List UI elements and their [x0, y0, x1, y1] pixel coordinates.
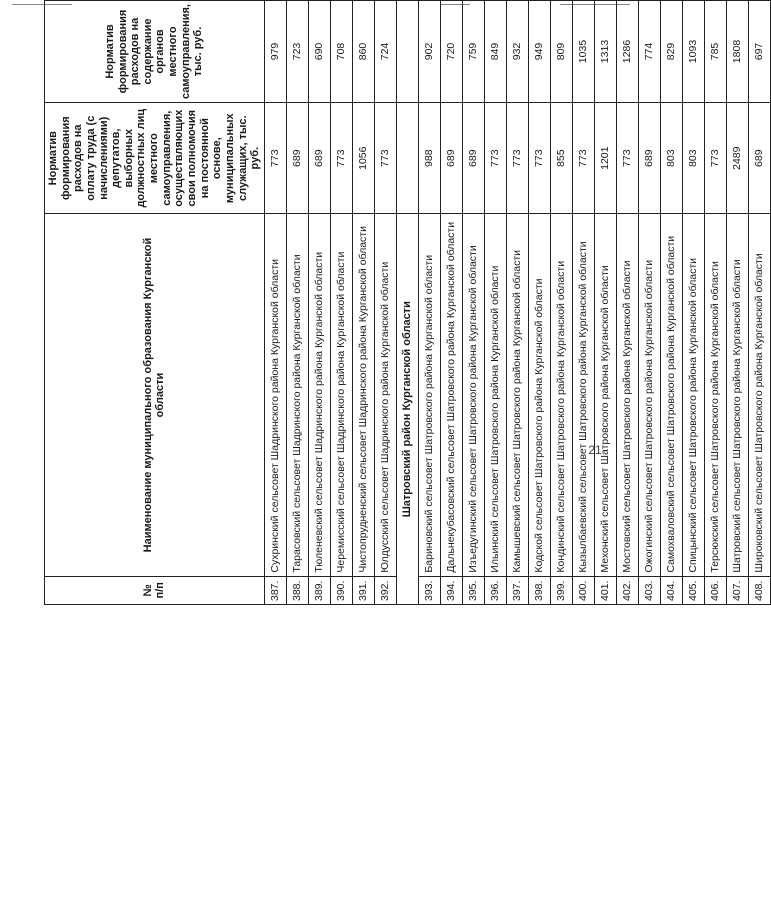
maintenance-norm-value: 949: [528, 1, 550, 103]
labor-norm-value: 773: [374, 103, 396, 214]
table-header-row: [45, 1, 265, 605]
row-number: 395.: [462, 576, 484, 604]
table-row: [330, 1, 352, 605]
row-number: 403.: [638, 576, 660, 604]
municipality-name: Мостовский сельсовет Шатровского района Курганской области: [616, 214, 638, 576]
labor-norm-value: 689: [286, 103, 308, 214]
municipality-name: Широковский сельсовет Шатровского района Курганской области: [748, 214, 770, 576]
labor-norm-value: 803: [682, 103, 704, 214]
table-row: [352, 1, 374, 605]
row-number: 399.: [550, 576, 572, 604]
maintenance-norm-value: 1035: [572, 1, 594, 103]
maintenance-norm-value: 860: [352, 1, 374, 103]
labor-norm-value: 773: [528, 103, 550, 214]
labor-norm-value: 1201: [594, 103, 616, 214]
row-number: 401.: [594, 576, 616, 604]
row-number: 393.: [418, 576, 440, 604]
table-row: [594, 1, 616, 605]
row-number: 387.: [264, 576, 286, 604]
row-number: 396.: [484, 576, 506, 604]
municipality-name: Терсюкский сельсовет Шатровского района Курганской области: [704, 214, 726, 576]
row-number: 407.: [726, 576, 748, 604]
labor-norm-value: 803: [660, 103, 682, 214]
maintenance-norm-value: 932: [506, 1, 528, 103]
maintenance-norm-value: 774: [638, 1, 660, 103]
municipality-name: Шатровский сельсовет Шатровского района Курганской области: [726, 214, 748, 576]
maintenance-norm-value: 1093: [682, 1, 704, 103]
table-row: [748, 1, 770, 605]
table-row: [374, 1, 396, 605]
table-row: [704, 1, 726, 605]
maintenance-norm-value: 785: [704, 1, 726, 103]
table-row: [550, 1, 572, 605]
maintenance-norm-value: 690: [308, 1, 330, 103]
labor-norm-value: 689: [638, 103, 660, 214]
table-row: [440, 1, 462, 605]
maintenance-norm-value: 759: [462, 1, 484, 103]
table-row: [616, 1, 638, 605]
municipality-name: Самохваловский сельсовет Шатровского района Курганской области: [660, 214, 682, 576]
maintenance-norm-value: 849: [484, 1, 506, 103]
municipality-name: Сухринский сельсовет Шадринского района Курганской области: [264, 214, 286, 576]
row-number: 388.: [286, 576, 308, 604]
row-number: 394.: [440, 576, 462, 604]
labor-norm-value: 689: [308, 103, 330, 214]
row-number: 400.: [572, 576, 594, 604]
labor-norm-value: 689: [440, 103, 462, 214]
municipality-name: Изъедугинский сельсовет Шатровского района Курганской области: [462, 214, 484, 576]
maintenance-norm-value: 809: [550, 1, 572, 103]
labor-norm-value: 689: [748, 103, 770, 214]
row-number: 392.: [374, 576, 396, 604]
table-row: [286, 1, 308, 605]
empty-cell: [396, 103, 418, 214]
maintenance-norm-value: 829: [660, 1, 682, 103]
col-header-num: № п/п: [45, 576, 265, 604]
labor-norm-value: 773: [264, 103, 286, 214]
labor-norm-value: 2489: [726, 103, 748, 214]
row-number: 404.: [660, 576, 682, 604]
table-row: [418, 1, 440, 605]
row-number: 397.: [506, 576, 528, 604]
table-row: [264, 1, 286, 605]
maintenance-norm-value: 723: [286, 1, 308, 103]
table-row: [528, 1, 550, 605]
maintenance-norm-value: 902: [418, 1, 440, 103]
row-number: 406.: [704, 576, 726, 604]
norms-table: [44, 0, 771, 605]
row-number: 402.: [616, 576, 638, 604]
municipality-name: Камышевский сельсовет Шатровского района Курганской области: [506, 214, 528, 576]
col-header-name: Наименование муниципального образования Курганской области: [45, 214, 265, 576]
municipality-name: Кызылбаевский сельсовет Шатровского района Курганской области: [572, 214, 594, 576]
row-number: 408.: [748, 576, 770, 604]
labor-norm-value: 773: [506, 103, 528, 214]
municipality-name: Бариновский сельсовет Шатровского района Курганской области: [418, 214, 440, 576]
table-row: [308, 1, 330, 605]
municipality-name: Дальнекубасовский сельсовет Шатровского района Курганской области: [440, 214, 462, 576]
labor-norm-value: 689: [462, 103, 484, 214]
maintenance-norm-value: 1808: [726, 1, 748, 103]
labor-norm-value: 855: [550, 103, 572, 214]
table-row: [462, 1, 484, 605]
table-row: [572, 1, 594, 605]
maintenance-norm-value: 979: [264, 1, 286, 103]
labor-norm-value: 773: [330, 103, 352, 214]
maintenance-norm-value: 720: [440, 1, 462, 103]
municipality-name: Тарасовский сельсовет Шадринского района Курганской области: [286, 214, 308, 576]
municipality-name: Мехонский сельсовет Шатровского района Курганской области: [594, 214, 616, 576]
table-row: [660, 1, 682, 605]
table-row: [484, 1, 506, 605]
empty-cell: [396, 1, 418, 103]
labor-norm-value: 773: [616, 103, 638, 214]
labor-norm-value: 773: [704, 103, 726, 214]
maintenance-norm-value: 1286: [616, 1, 638, 103]
row-number: 390.: [330, 576, 352, 604]
municipality-name: Черемисский сельсовет Шадринского района Курганской области: [330, 214, 352, 576]
table-row: [682, 1, 704, 605]
municipality-name: Ожогинский сельсовет Шатровского района Курганской области: [638, 214, 660, 576]
row-number: 391.: [352, 576, 374, 604]
col-header-norm-maintenance: Норматив формирования расходов на содержание органов местного самоуправления, тыс. руб.: [45, 1, 265, 103]
row-number: 405.: [682, 576, 704, 604]
labor-norm-value: 988: [418, 103, 440, 214]
col-header-norm-labor: Норматив формирования расходов на оплату труда (с начислениями) депутатов, выборных должностных лиц местного самоуправления, осуществляющих свои полномочия на постоянной основе, муниципальных служащих, тыс. руб.: [45, 103, 265, 214]
municipality-name: Кодской сельсовет Шатровского района Курганской области: [528, 214, 550, 576]
page-number: 21: [588, 443, 602, 457]
maintenance-norm-value: 724: [374, 1, 396, 103]
municipality-name: Кондинский сельсовет Шатровского района Курганской области: [550, 214, 572, 576]
municipality-name: Юлдусский сельсовет Шадринского района Курганской области: [374, 214, 396, 576]
table-section-row: [396, 1, 418, 605]
labor-norm-value: 773: [484, 103, 506, 214]
table-row: [726, 1, 748, 605]
table-row: [506, 1, 528, 605]
municipality-name: Ильинский сельсовет Шатровского района Курганской области: [484, 214, 506, 576]
row-number: 398.: [528, 576, 550, 604]
labor-norm-value: 1056: [352, 103, 374, 214]
maintenance-norm-value: 708: [330, 1, 352, 103]
maintenance-norm-value: 1313: [594, 1, 616, 103]
municipality-name: Спицынский сельсовет Шатровского района Курганской области: [682, 214, 704, 576]
municipality-name: Чистопрудненский сельсовет Шадринского района Курганской области: [352, 214, 374, 576]
section-title: Шатровский район Курганской области: [396, 214, 418, 605]
municipality-name: Тюленевский сельсовет Шадринского района Курганской области: [308, 214, 330, 576]
labor-norm-value: 773: [572, 103, 594, 214]
row-number: 389.: [308, 576, 330, 604]
maintenance-norm-value: 697: [748, 1, 770, 103]
table-body: [264, 1, 770, 605]
table-row: [638, 1, 660, 605]
